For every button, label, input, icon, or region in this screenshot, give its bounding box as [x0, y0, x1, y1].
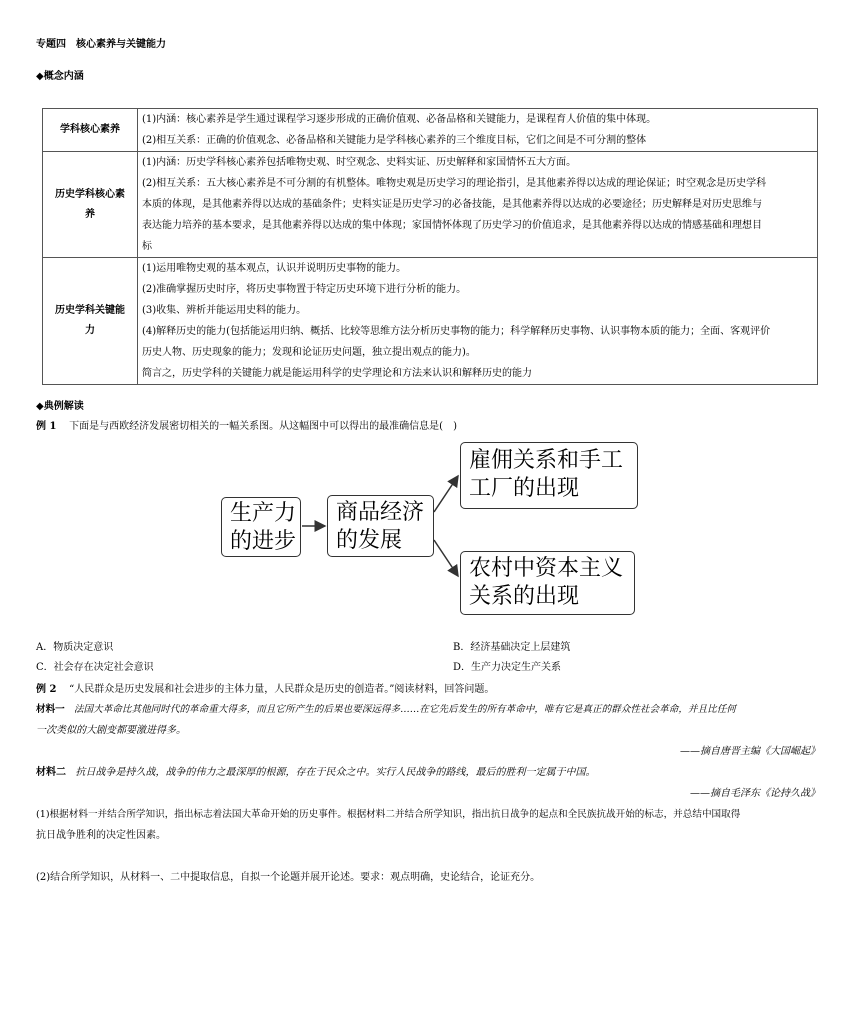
example2-label: 例 2 [36, 684, 57, 695]
box-line: 的发展 [336, 528, 403, 553]
row-line: 历史人物、历史现象的能力；发现和论证历史问题，独立提出观点的能力)。 [142, 347, 476, 358]
material1 [36, 703, 736, 717]
material1-source: ——摘自唐晋主编《大国崛起》 [680, 746, 820, 757]
option-a: A．物质决定意识 [36, 642, 114, 653]
material2 [36, 766, 596, 780]
material1-label: 材料一 [36, 704, 65, 715]
box-line: 的进步 [230, 529, 297, 554]
row-line: (3)收集、辨析并能运用史料的能力。 [142, 305, 307, 316]
row-line: (2)相互关系：正确的价值观念、必备品格和关键能力是学科核心素养的三个维度目标，它们之间是不可分割的整体 [142, 135, 647, 146]
material2-label: 材料二 [36, 767, 66, 778]
row-line: (2)准确掌握历史时序，将历史事物置于特定历史环境下进行分析的能力。 [142, 284, 467, 295]
box-line: 农村中资本主义 [469, 556, 624, 581]
row-line: 本质的体现，是其他素养得以达成的基础条件；史料实证是历史学习的必备技能，是其他素养得以达成的必要途径；历史解释是对历史思维与 [142, 199, 762, 210]
row-line: (1)内涵：核心素养是学生通过课程学习逐步形成的正确价值观、必备品格和关键能力，是课程育人价值的集中体现。 [142, 114, 657, 125]
section-heading-concept: ◆概念内涵 [36, 71, 84, 82]
material2-source: ——摘自毛泽东《论持久战》 [690, 788, 820, 799]
row-head: 历史学科关键能 力 [43, 258, 138, 385]
row-line: 标 [142, 241, 152, 252]
arrow-down [434, 540, 458, 576]
question1-line2: 抗日战争胜利的决定性因素。 [36, 830, 166, 841]
box-line: 工厂的出现 [469, 476, 580, 501]
example1-text: 下面是与西欧经济发展密切相关的一幅关系图。从这幅图中可以得出的最准确信息是( ) [69, 421, 457, 432]
page-title: 专题四 核心素养与关键能力 [36, 39, 166, 50]
row-head: 学科核心素养 [43, 109, 138, 152]
material1-text: 法国大革命比其他同时代的革命重大得多，而且它所产生的后果也要深远得多……在它先后发生的所有革命中，唯有它是真正的群众性社会革命，并且比任何 [73, 704, 736, 715]
question1-line1: (1)根据材料一并结合所学知识，指出标志着法国大革命开始的历史事件。根据材料二并结合所学知识，指出抗日战争的起点和全民族抗战开始的标志，并总结中国取得 [36, 809, 741, 820]
option-d: D．生产力决定生产关系 [453, 662, 562, 673]
option-c: C．社会存在决定社会意识 [36, 662, 154, 673]
box-line: 关系的出现 [469, 584, 580, 609]
section-heading-examples: ◆典例解读 [36, 401, 84, 412]
box-line: 生产力 [230, 501, 297, 526]
row-line: (2)相互关系：五大核心素养是不可分割的有机整体。唯物史观是历史学习的理论指引，是其他素养得以达成的理论保证；时空观念是历史学科 [142, 178, 767, 189]
row-line: 简言之，历史学科的关键能力就是能运用科学的史学理论和方法来认识和解释历史的能力 [142, 368, 532, 379]
row-line: 表达能力培养的基本要求，是其他素养得以达成的集中体现；家国情怀体现了历史学习的价值追求，是其他素养得以达成的情感基础和理想目 [142, 220, 762, 231]
question2: (2)结合所学知识，从材料一、二中提取信息，自拟一个论题并展开论述。要求：观点明确，史论结合，论证充分。 [36, 872, 541, 883]
option-b: B．经济基础决定上层建筑 [453, 642, 571, 653]
row-line: (1)内涵：历史学科核心素养包括唯物史观、时空观念、史料实证、历史解释和家国情怀五大方面。 [142, 157, 577, 168]
row-line: (1)运用唯物史观的基本观点，认识并说明历史事物的能力。 [142, 263, 407, 274]
example2-intro [36, 683, 494, 697]
example1-label: 例 1 [36, 421, 57, 432]
box-line: 商品经济 [336, 500, 425, 525]
example2-text: “人民群众是历史发展和社会进步的主体力量，人民群众是历史的创造者。”阅读材料，回答问题。 [69, 684, 495, 695]
arrow-up [434, 476, 458, 512]
row-line: (4)解释历史的能力(包括能运用归纳、概括、比较等思维方法分析历史事物的能力；科学解释历史事物、认识事物本质的能力；全面、客观评价 [142, 326, 771, 337]
material2-text: 抗日战争是持久战，战争的伟力之最深厚的根源，存在于民众之中。实行人民战争的路线，最后的胜利一定属于中国。 [75, 767, 596, 778]
row-head: 历史学科核心素 养 [43, 152, 138, 258]
box-line: 雇佣关系和手工 [469, 448, 624, 473]
material1-line2: 一次类似的大剧变都要激进得多。 [36, 725, 186, 736]
